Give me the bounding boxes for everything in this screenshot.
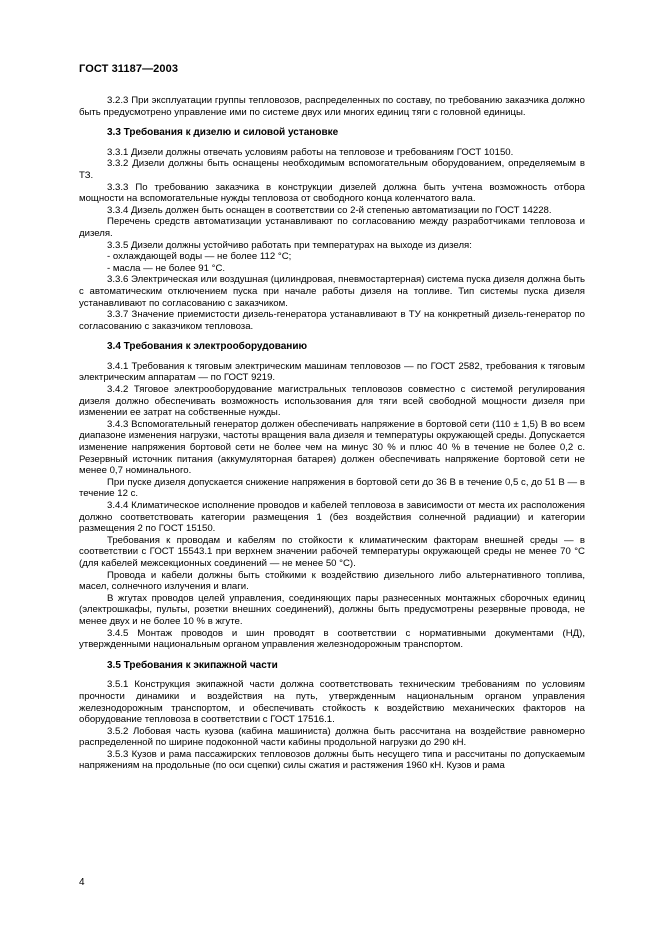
paragraph: Перечень средств автоматизации устанавливают по согласованию между разработчиками тепловоза и дизеля. [79,216,585,239]
document-header: ГОСТ 31187—2003 [79,63,179,75]
list-item: - охлаждающей воды — не более 112 °С; [107,251,292,263]
paragraph: 3.5.2 Лобовая часть кузова (кабина машиниста) должна быть рассчитана на воздействие равномерно распределенной по ширине подоконной части кабины продольной нагрузки до 290 кН. [79,725,585,749]
paragraph: 3.3.7 Значение приемистости дизель-генератора устанавливают в ТУ на конкретный дизель-генератор по согласованию с заказчиком тепловоза. [79,309,585,332]
document-body [79,95,585,772]
paragraph: 3.4.3 Вспомогательный генератор должен обеспечивать напряжение в бортовой сети (110 ± 1,5) В во всем диапазоне изменения нагрузки, частоты вращения вала дизеля и температуры окружающей среды. Допускается изменение напряжения бортовой сети не более чем на минус 30 % и плюс 40 % в течение не более 0,2 с. Резервный источник питания (аккумуляторная батарея) должен обеспечивать напряжение бортовой сети не менее 0,7 номинального. [79,418,585,477]
section-heading: 3.4 Требования к электрооборудованию [107,341,308,353]
paragraph: Требования к проводам и кабелям по стойкости к климатическим факторам внешней среды — в соответствии с ГОСТ 15543.1 при верхнем значении рабочей температуры окружающей среды не менее 70 °С (для кабелей межсекционных соединений — не менее 50 °С). [79,534,585,569]
paragraph: 3.3.3 По требованию заказчика в конструкции дизелей должна быть учтена возможность отбора мощности на вспомогательные нужды тепловоза от свободного конца коленчатого вала. [79,181,585,205]
list-item: - масла — не более 91 °С. [107,262,226,274]
section-heading: 3.3 Требования к дизелю и силовой установке [107,127,339,139]
section-heading: 3.5 Требования к экипажной части [107,659,278,671]
paragraph: 3.4.5 Монтаж проводов и шин проводят в соответствии с нормативными документами (НД), утвержденными национальным органом управления железнодорожным транспортом. [79,627,585,651]
paragraph: 3.3.4 Дизель должен быть оснащен в соответствии со 2-й степенью автоматизации по ГОСТ 14228. [107,204,552,216]
page-number: 4 [79,877,85,888]
paragraph: В жгутах проводов целей управления, соединяющих пары разнесенных монтажных сборочных единиц (электрошкафы, пульты, розетки внешних соединений), должны быть предусмотрены резервные провода, не менее двух и не более 10 % в жгуте. [79,592,585,627]
paragraph: 3.3.5 Дизели должны устойчиво работать при температурах на выходе из дизеля: [107,239,472,251]
paragraph: При пуске дизеля допускается снижение напряжения в бортовой сети до 36 В в течение 0,5 с, до 51 В — в течение 12 с. [79,476,585,500]
paragraph: 3.4.1 Требования к тяговым электрическим машинам тепловозов — по ГОСТ 2582, требования к тяговым электрическим аппаратам — по ГОСТ 9219. [79,360,585,384]
paragraph: 3.3.1 Дизели должны отвечать условиям работы на тепловозе и требованиям ГОСТ 10150. [107,146,514,158]
paragraph: 3.4.4 Климатическое исполнение проводов и кабелей тепловоза в зависимости от места их расположения должно соответствовать категории размещения 1 (без воздействия солнечной радиации) и категории размещения 2 по ГОСТ 15150. [79,500,585,535]
paragraph: 3.3.2 Дизели должны быть оснащены необходимым вспомогательным оборудованием, определяемым в ТЗ. [79,158,585,181]
paragraph: 3.4.2 Тяговое электрооборудование магистральных тепловозов совместно с системой регулирования дизеля должно обеспечивать возможность использования для тяги всей свободной мощности дизеля при изменении ее затрат на собственные нужды. [79,384,585,419]
paragraph: 3.5.3 Кузов и рама пассажирских тепловозов должны быть несущего типа и рассчитаны по допускаемым напряжениям на продольные (по оси сцепки) силы сжатия и растяжения 1960 кН. Кузов и рама [79,748,585,772]
paragraph: 3.3.6 Электрическая или воздушная (цилиндровая, пневмостартерная) система пуска дизеля должна быть с автоматическим отключением пуска при начале работы дизеля на топливе. Тип системы пуска дизеля устанавливают по согласованию с заказчиком. [79,274,585,309]
paragraph: 3.5.1 Конструкция экипажной части должна соответствовать техническим требованиям по условиям прочности динамики и воздействия на путь, утвержденным национальным органом управления железнодорожным транспортом, и обеспечивать стойкость к воздействию механических факторов на оборудование тепловоза в соответствии с ГОСТ 17516.1. [79,679,585,726]
paragraph: 3.2.3 При эксплуатации группы тепловозов, распределенных по составу, по требованию заказчика должно быть предусмотрено управление ими по системе двух или многих единиц тяги с головной единицы. [79,95,585,118]
paragraph: Провода и кабели должны быть стойкими к воздействию дизельного либо альтернативного топлива, масел, солнечного излучения и влаги. [79,569,585,593]
